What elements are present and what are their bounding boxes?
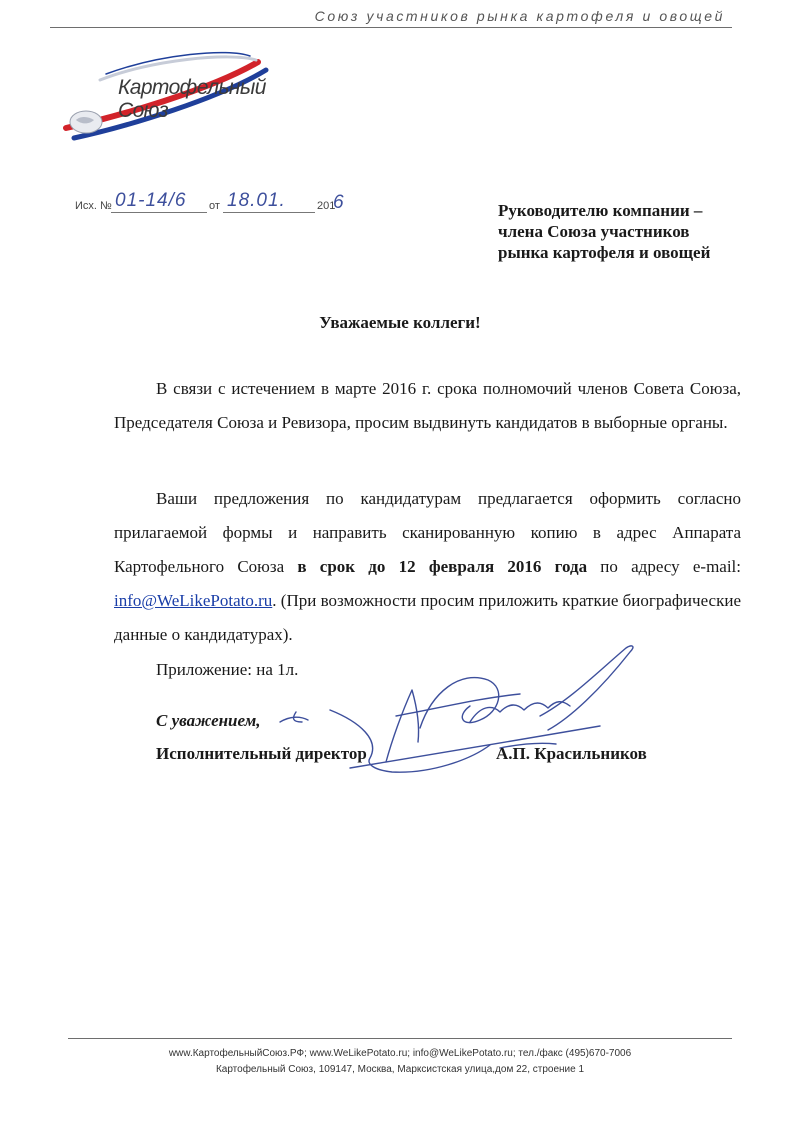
closing-regards: С уважением,	[156, 711, 261, 730]
body-paragraph-2-text: Ваши предложения по кандидатурам предлагается оформить согласно прилагаемой формы и направить сканированную копию в адрес Аппарата Картофельного Союза	[114, 489, 741, 576]
logo-text-line2: Союз	[118, 99, 168, 122]
outgoing-date-label: от	[209, 200, 220, 212]
outgoing-year-printed: 201	[317, 200, 336, 212]
addressee-line: члена Союза участников	[498, 222, 690, 241]
addressee-line: Руководителю компании –	[498, 201, 703, 220]
header-union-name: Союз участников рынка картофеля и овощей	[314, 8, 725, 24]
footer-address: Картофельный Союз, 109147, Москва, Марксистская улица,дом 22, строение 1	[215, 1064, 585, 1075]
addressee-line: рынка картофеля и овощей	[498, 243, 711, 262]
footer-contacts: www.КартофельныйСоюз.РФ; www.WeLikePotato.ru; info@WeLikePotato.ru; тел./факс (495)670-7006	[168, 1048, 632, 1059]
outgoing-number-handwritten: 01-14/6	[115, 190, 187, 211]
body-paragraph-2-text: по адресу e-mail:	[587, 557, 742, 576]
outgoing-year-handwritten: 6	[333, 192, 345, 213]
outgoing-number-label: Исх. №	[75, 200, 112, 212]
footer-divider	[68, 1038, 732, 1039]
signer-position: Исполнительный директор	[156, 744, 367, 763]
greeting: Уважаемые коллеги!	[319, 313, 481, 332]
email-link[interactable]: info@WeLikePotato.ru	[114, 591, 273, 610]
body-paragraph-2-text: . (При возможности просим приложить краткие биографические данные о кандидатурах).	[114, 591, 741, 644]
deadline-text: в срок до 12 февраля 2016 года	[297, 557, 588, 576]
body-paragraph-1: В связи с истечением в марте 2016 г. срока полномочий членов Совета Союза, Председателя Союза и Ревизора, просим выдвинуть кандидатов в выборные органы.	[114, 379, 741, 432]
signer-name: А.П. Красильников	[496, 744, 647, 763]
outgoing-date-handwritten: 18.01.	[227, 190, 286, 211]
logo-text-line1: Картофельный	[118, 76, 266, 99]
attachment-note: Приложение: на 1л.	[156, 660, 299, 679]
